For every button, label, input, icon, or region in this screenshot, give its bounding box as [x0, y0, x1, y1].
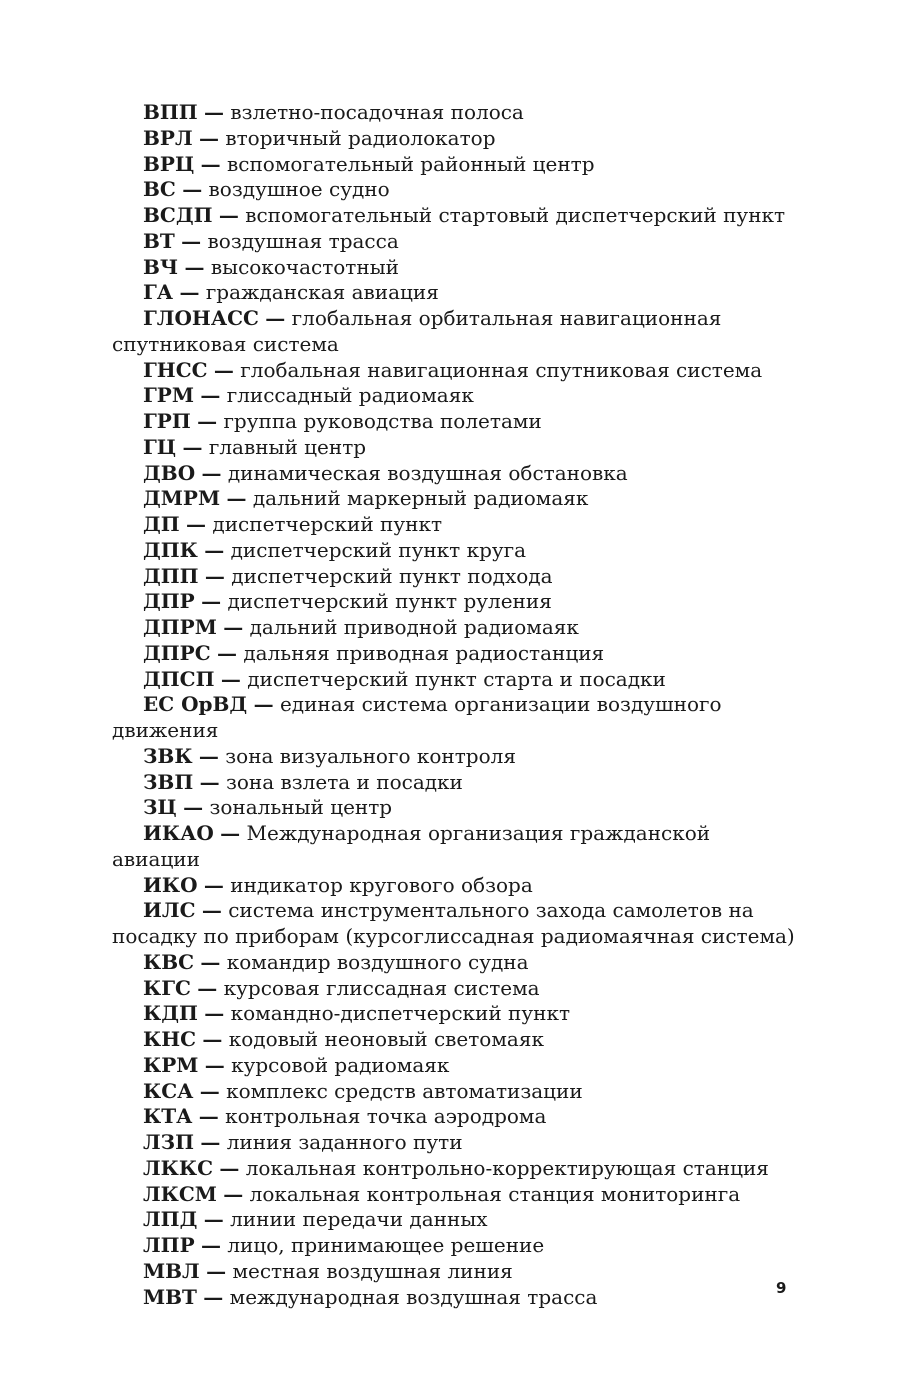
dash-separator: — — [204, 100, 225, 124]
abbreviation-definition: индикатор кругового обзора — [230, 872, 533, 897]
abbreviation-term: ЛЗП — [143, 1130, 194, 1154]
dash-separator: — — [186, 512, 207, 536]
abbreviation-term: МВЛ — [143, 1258, 200, 1283]
abbreviation-entry — [112, 821, 802, 873]
abbreviation-term: ГРП — [143, 409, 191, 433]
abbreviation-term: ДП — [143, 512, 180, 536]
abbreviation-entry — [112, 1285, 802, 1311]
abbreviation-term: ГЛОНАСС — [143, 306, 259, 330]
abbreviation-term: ВРЦ — [143, 151, 195, 176]
dash-separator: — — [182, 434, 203, 459]
abbreviation-definition: кодовый неоновый светомаяк — [228, 1027, 544, 1051]
dash-separator: — — [204, 537, 225, 562]
dash-separator: — — [206, 1258, 227, 1283]
abbreviation-term: ЗЦ — [143, 795, 177, 820]
abbreviation-definition: контрольная точка аэродрома — [225, 1104, 547, 1129]
abbreviation-definition: локальная контрольно-корректирующая станция — [245, 1155, 769, 1180]
dash-separator: — — [223, 1181, 244, 1206]
abbreviation-definition: зона взлета и посадки — [225, 769, 463, 794]
abbreviation-entry — [112, 1259, 802, 1285]
abbreviation-definition: единая система организации воздушного движения — [112, 692, 722, 742]
abbreviation-entry — [112, 770, 802, 796]
abbreviation-definition: глобальная навигационная спутниковая система — [240, 357, 763, 382]
abbreviation-definition: локальная контрольная станция мониторинга — [249, 1181, 741, 1206]
dash-separator: — — [213, 357, 234, 382]
abbreviation-term: МВТ — [143, 1284, 197, 1309]
dash-separator: — — [200, 151, 221, 176]
abbreviation-term: ЛПР — [143, 1233, 195, 1257]
abbreviation-entry — [112, 1233, 802, 1259]
dash-separator: — — [203, 872, 224, 897]
dash-separator: — — [199, 769, 220, 794]
abbreviation-term: ИЛС — [143, 898, 196, 923]
abbreviation-entry — [112, 203, 802, 229]
abbreviation-entry — [112, 358, 802, 384]
abbreviation-term: ДПР — [143, 589, 195, 614]
abbreviation-term: ВТ — [143, 228, 175, 253]
abbreviation-definition: дальний маркерный радиомаяк — [252, 486, 589, 511]
dash-separator: — — [204, 1001, 225, 1026]
abbreviation-definition: дальняя приводная радиостанция — [243, 640, 605, 665]
abbreviation-term: ИКО — [143, 872, 198, 897]
dash-separator: — — [200, 949, 221, 974]
abbreviation-definition: командир воздушного судна — [226, 949, 529, 974]
abbreviation-entry — [112, 126, 802, 152]
abbreviation-entry — [112, 229, 802, 255]
abbreviation-definition: система инструментального захода самолетов на посадку по приборам (курсоглиссадная радиомаячная система) — [112, 898, 795, 948]
abbreviation-entry — [112, 461, 802, 487]
dash-separator: — — [223, 615, 244, 639]
dash-separator: — — [200, 1130, 221, 1154]
abbreviation-entry — [112, 306, 802, 358]
abbreviation-term: ЗВП — [143, 769, 194, 794]
abbreviation-definition: высокочастотный — [210, 254, 399, 279]
abbreviation-entry — [112, 1001, 802, 1027]
abbreviation-definition: зональный центр — [209, 795, 393, 820]
abbreviation-definition: курсовая глиссадная система — [223, 975, 540, 1000]
dash-separator: — — [201, 898, 222, 923]
abbreviation-term: ДМРМ — [143, 486, 221, 511]
abbreviation-definition: комплекс средств автоматизации — [226, 1078, 583, 1103]
abbreviation-entry — [112, 1130, 802, 1156]
dash-separator: — — [218, 203, 239, 227]
abbreviation-definition: зона визуального контроля — [225, 743, 516, 768]
abbreviation-definition: диспетчерский пункт подхода — [231, 563, 553, 588]
abbreviation-term: ДПСП — [143, 666, 215, 691]
abbreviation-term: ЛПД — [143, 1207, 198, 1232]
abbreviation-definition: международная воздушная трасса — [229, 1284, 598, 1309]
abbreviation-entry — [112, 1027, 802, 1053]
abbreviation-definition: диспетчерский пункт круга — [230, 537, 527, 562]
abbreviation-entry — [112, 512, 802, 538]
abbreviation-definition: гражданская авиация — [205, 280, 439, 305]
abbreviation-definition: линия заданного пути — [226, 1130, 463, 1154]
abbreviation-definition: Международная организация гражданской авиации — [112, 821, 711, 871]
abbreviation-definition: диспетчерский пункт старта и посадки — [247, 666, 666, 691]
dash-separator: — — [198, 743, 219, 768]
abbreviation-entry — [112, 383, 802, 409]
abbreviation-term: ЕС ОрВД — [143, 692, 248, 717]
abbreviation-entry — [112, 873, 802, 899]
page-number: 9 — [776, 1279, 787, 1297]
dash-separator: — — [182, 177, 203, 202]
abbreviation-entry — [112, 667, 802, 693]
dash-separator: — — [184, 254, 205, 279]
abbreviation-term: ИКАО — [143, 821, 214, 845]
abbreviation-definition: диспетчерский пункт руления — [227, 589, 552, 614]
abbreviation-term: ЛКСМ — [143, 1181, 217, 1206]
dash-separator: — — [183, 795, 204, 820]
abbreviation-entry — [112, 692, 802, 744]
abbreviation-definition: динамическая воздушная обстановка — [227, 460, 628, 485]
abbreviation-entry — [112, 409, 802, 435]
dash-separator: — — [199, 1078, 220, 1103]
abbreviation-definition: местная воздушная линия — [232, 1258, 513, 1283]
dash-separator: — — [201, 589, 222, 614]
abbreviation-entry — [112, 795, 802, 821]
abbreviation-entry — [112, 615, 802, 641]
abbreviation-entry — [112, 564, 802, 590]
dash-separator: — — [226, 486, 247, 511]
dash-separator: — — [204, 1052, 225, 1077]
dash-separator: — — [200, 383, 221, 408]
abbreviation-definition: командно-диспетчерский пункт — [230, 1001, 571, 1026]
abbreviation-entry — [112, 744, 802, 770]
abbreviation-term: ГА — [143, 280, 174, 305]
dash-separator: — — [217, 640, 237, 665]
abbreviation-definition: взлетно-посадочная полоса — [230, 100, 524, 124]
dash-separator: — — [203, 1207, 224, 1232]
abbreviation-term: КГС — [143, 975, 191, 1000]
abbreviation-entry — [112, 1104, 802, 1130]
abbreviation-list — [112, 100, 802, 1310]
dash-separator: — — [201, 460, 222, 485]
abbreviation-definition: воздушная трасса — [207, 228, 399, 253]
abbreviation-entry — [112, 435, 802, 461]
dash-separator: — — [197, 409, 218, 433]
abbreviation-entry — [112, 589, 802, 615]
dash-separator: — — [220, 666, 241, 691]
abbreviation-entry — [112, 641, 802, 667]
abbreviation-term: КНС — [143, 1027, 197, 1051]
abbreviation-definition: вторичный радиолокатор — [225, 125, 496, 150]
dash-separator: — — [220, 821, 241, 845]
abbreviation-term: ЛККС — [143, 1155, 213, 1180]
abbreviation-term: КСА — [143, 1078, 194, 1103]
abbreviation-definition: лицо, принимающее решение — [227, 1233, 545, 1257]
dash-separator: — — [197, 975, 218, 1000]
dash-separator: — — [181, 228, 202, 253]
abbreviation-definition: линии передачи данных — [230, 1207, 488, 1232]
dash-separator: — — [203, 1284, 224, 1309]
abbreviation-term: ГЦ — [143, 434, 177, 459]
abbreviation-entry — [112, 100, 802, 126]
abbreviation-entry — [112, 177, 802, 203]
abbreviation-term: ВСДП — [143, 203, 213, 227]
abbreviation-entry — [112, 976, 802, 1002]
abbreviation-entry — [112, 1182, 802, 1208]
abbreviation-entry — [112, 538, 802, 564]
abbreviation-definition: дальний приводной радиомаяк — [249, 615, 579, 639]
abbreviation-term: ВРЛ — [143, 125, 193, 150]
abbreviation-entry — [112, 280, 802, 306]
abbreviation-entry — [112, 152, 802, 178]
abbreviation-definition: глобальная орбитальная навигационная спутниковая система — [112, 306, 722, 356]
abbreviation-term: КДП — [143, 1001, 198, 1026]
abbreviation-term: ДПК — [143, 537, 198, 562]
dash-separator: — — [204, 563, 225, 588]
abbreviation-term: ВЧ — [143, 254, 179, 279]
dash-separator: — — [219, 1155, 240, 1180]
abbreviation-definition: вспомогательный районный центр — [227, 151, 595, 176]
abbreviation-definition: группа руководства полетами — [223, 409, 542, 433]
abbreviation-entry — [112, 1207, 802, 1233]
abbreviation-term: ДВО — [143, 460, 196, 485]
abbreviation-definition: вспомогательный стартовый диспетчерский пункт — [245, 203, 786, 227]
abbreviation-entry — [112, 1053, 802, 1079]
abbreviation-term: ДПРМ — [143, 615, 217, 639]
abbreviation-term: ДПРС — [143, 640, 211, 665]
abbreviation-term: ВПП — [143, 100, 198, 124]
abbreviation-term: ВС — [143, 177, 176, 202]
abbreviation-entry — [112, 1079, 802, 1105]
abbreviation-term: ДПП — [143, 563, 199, 588]
abbreviation-entry — [112, 950, 802, 976]
abbreviation-term: КРМ — [143, 1052, 199, 1077]
abbreviation-entry — [112, 898, 802, 950]
abbreviation-definition: главный центр — [208, 434, 367, 459]
abbreviation-entry — [112, 486, 802, 512]
dash-separator: — — [202, 1027, 223, 1051]
abbreviation-term: ЗВК — [143, 743, 193, 768]
abbreviation-entry — [112, 255, 802, 281]
dash-separator: — — [200, 1233, 221, 1257]
dash-separator: — — [253, 692, 274, 717]
abbreviation-definition: курсовой радиомаяк — [231, 1052, 450, 1077]
abbreviation-definition: диспетчерский пункт — [212, 512, 443, 536]
dash-separator: — — [265, 306, 286, 330]
dash-separator: — — [199, 125, 219, 150]
dash-separator: — — [179, 280, 200, 305]
dash-separator: — — [198, 1104, 219, 1129]
abbreviation-term: КВС — [143, 949, 195, 974]
abbreviation-entry — [112, 1156, 802, 1182]
abbreviation-term: ГНСС — [143, 357, 208, 382]
abbreviation-definition: воздушное судно — [208, 177, 390, 202]
abbreviation-term: ГРМ — [143, 383, 194, 408]
abbreviation-term: КТА — [143, 1104, 193, 1129]
abbreviation-definition: глиссадный радиомаяк — [226, 383, 474, 408]
